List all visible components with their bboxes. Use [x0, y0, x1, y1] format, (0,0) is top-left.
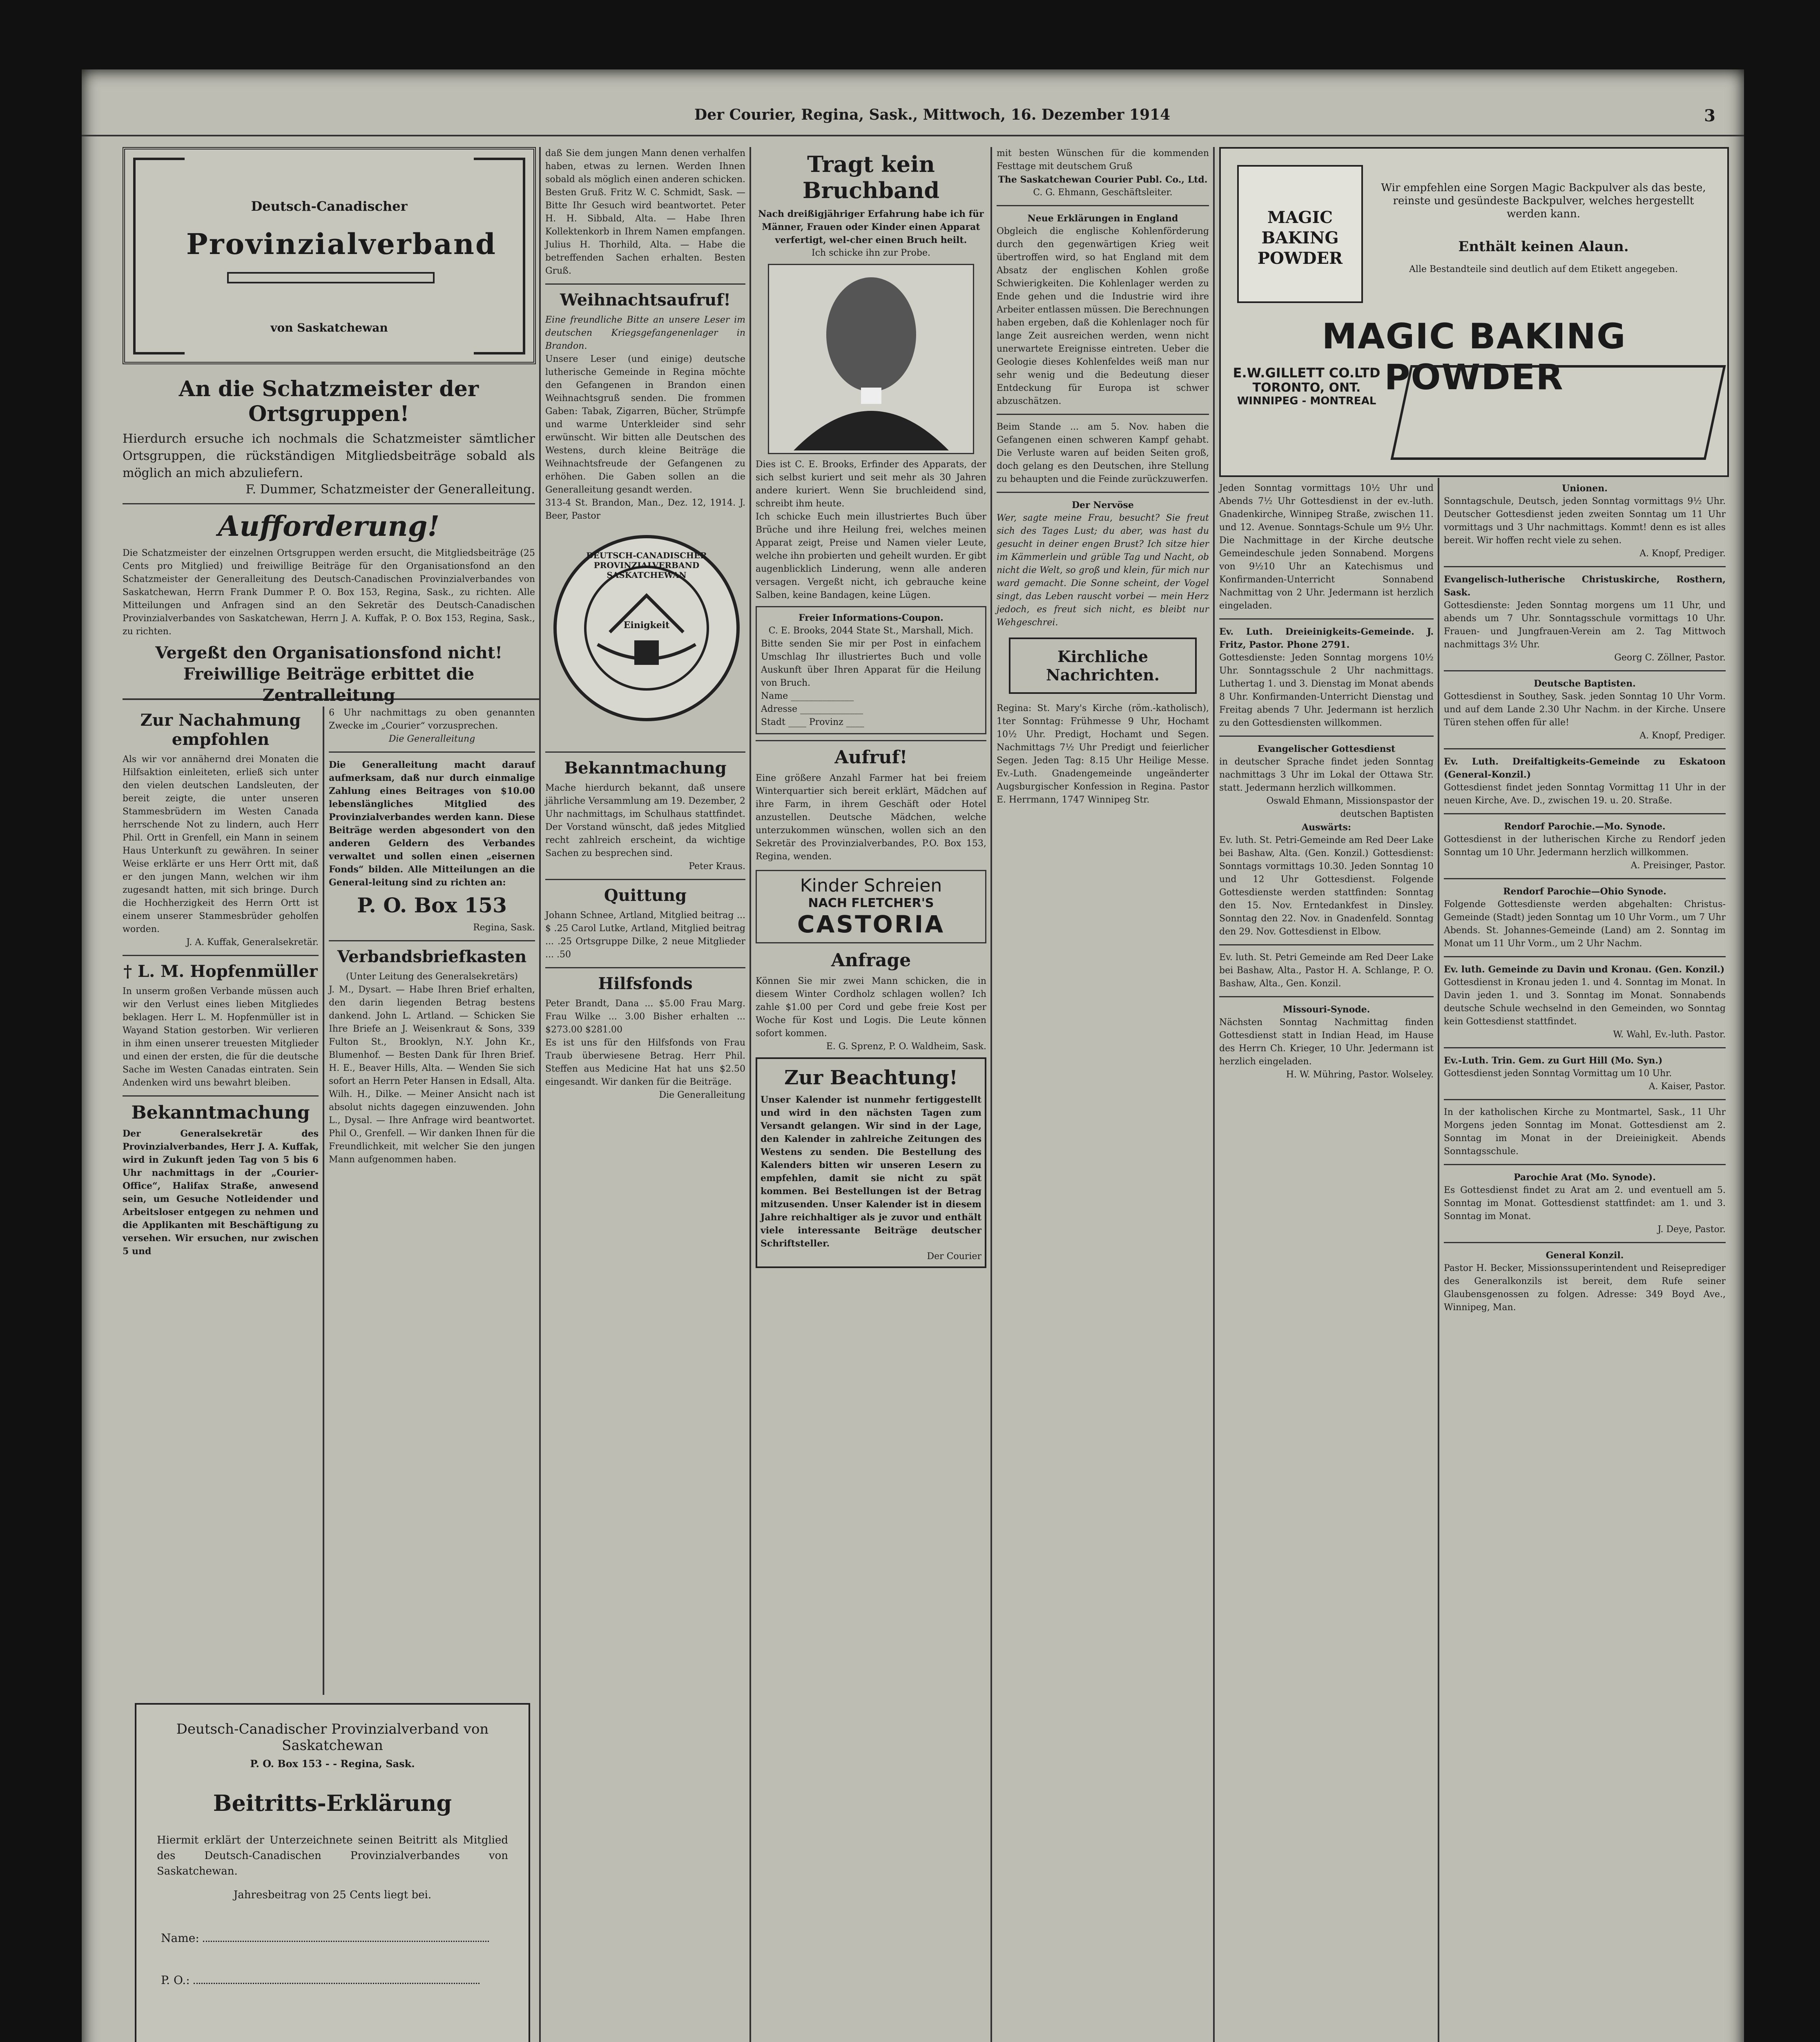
- christus-sign: Georg C. Zöllner, Pastor.: [1614, 653, 1726, 663]
- missouri-sign: H. W. Mühring, Pastor. Wolseley.: [1286, 1070, 1434, 1080]
- coupon-address: C. E. Brooks, 2044 State St., Marshall, Mich.: [768, 626, 974, 636]
- col2-top-text: 6 Uhr nachmittags zu oben genannten Zwecke im „Courier“ vorzusprechen.: [329, 708, 535, 731]
- form-po-field[interactable]: P. O.:: [161, 1973, 504, 1987]
- divider: [1444, 748, 1726, 749]
- po-box: P. O. Box 153: [357, 893, 507, 917]
- anfrage-sign: E. G. Sprenz, P. O. Waldheim, Sask.: [826, 1041, 986, 1052]
- christus-text: Gottesdienste: Jeden Sonntag morgens um 11 Uhr, und abends um 7 Uhr. Sonntagsschule vormittags 10 Uhr. Frauen- und Jungfrauen-Verein am 2. Tag Mittwoch nachmittags 3½ Uhr.: [1444, 600, 1726, 650]
- beitritts-form: [135, 1703, 530, 2042]
- divider: [1444, 1047, 1726, 1048]
- missouri-title: Missouri-Synode.: [1282, 1004, 1370, 1015]
- coupon-field-address[interactable]: Adresse ______________: [761, 704, 863, 714]
- column-rule: [1213, 147, 1215, 2042]
- konzil-text: Pastor H. Becker, Missionssuperintendent und Reiseprediger des Generalkonzils ist bereit, dem Rufe seiner Glaubensgenossen zu folgen. Adresse: 349 Boyd Ave., Winnipeg, Man.: [1444, 1263, 1726, 1313]
- beachtung-box: [756, 1057, 986, 1268]
- castoria-line-3: CASTORIA: [797, 910, 945, 938]
- bekanntmachung2-title: Bekanntmachung: [564, 758, 727, 778]
- briefkasten-sub: (Unter Leitung des Generalsekretärs): [346, 972, 518, 982]
- weihnachtsaufruf-text: Unsere Leser (und einige) deutsche lutherische Gemeinde in Regina möchte den Gefangenen in Brandon einen Weihnachtsgruß senden. Die frommen Gaben: Tabak, Zigarren, Bücher, Strümpfe und warme Unterkleider sind sehr erwünscht. Wir bitten alle Deutschen des Westens, durch kleine Beiträge die Weihnachtsfreude der Gefangenen zu erhöhen. Die Gaben sollen an die Generalleitung gesandt werden.: [545, 354, 745, 495]
- bekanntmachung-text: Der Generalsekretär des Provinzialverbandes, Herr J. A. Kuffak, wird in Zukunft jeden Tag von 5 bis 6 Uhr nachmittags in der „Courier-Office“, Halifax Straße, anwesend sein, um Gesuche Notleidender und Arbeitsloser entgegen zu nehmen und die Applikanten mit Beschäftigung zu versehen. Wir ersuchen, nur zwischen 5 und: [123, 1128, 319, 1257]
- ad-text: Wir empfehlen eine Sorgen Magic Backpulver als das beste, reinste und gesündeste Backpulver, welches hergestellt werden kann.: [1381, 182, 1706, 220]
- form-heading: Beitritts-Erklärung: [213, 1790, 452, 1816]
- baptisten-title: Deutsche Baptisten.: [1534, 678, 1636, 689]
- nachahmung-text: Als wir vor annähernd drei Monaten die Hilfsaktion einleiteten, erließ sich unter den vielen deutschen Landsleuten, der bereit zeigte, die unter unseren Stammesbrüdern im Westen Canada herrschende Not zu lindern, auch Herr Phil. Ortt in Grenfell, ein Mann in seinem Haus Unterkunft zu gewähren. In seiner Weise erklärte er uns Herr Ortt mit, daß er den jungen Mann, welchen wir ihm zugesandt hatten, mit sich bringe. Durch die Hochherzigkeit des Herrn Ortt ist einem unserer Stammesbrüder geholfen worden.: [123, 754, 319, 934]
- gurt-sign: A. Kaiser, Pastor.: [1648, 1081, 1726, 1092]
- divider: [1444, 1242, 1726, 1243]
- divider: [1444, 566, 1726, 567]
- column-3: [545, 147, 745, 2042]
- unionen-text: Sonntagschule, Deutsch, jeden Sonntag vormittags 9½ Uhr. Deutscher Gottesdienst jeden zweiten Sonntag um 11 Uhr vormittags und 3 Uhr nachmittags. Kommt! denn es ist alles bereit. Wir hoffen recht viele zu sehen.: [1444, 496, 1726, 546]
- baking-tray-icon: [1390, 365, 1726, 460]
- divider: [545, 879, 745, 880]
- col5-firm: The Saskatchewan Courier Publ. Co., Ltd.: [998, 174, 1208, 185]
- divider: [545, 751, 745, 753]
- seal-inner-text: Einigkeit: [623, 620, 670, 631]
- masthead: Der Courier, Regina, Sask., Mittwoch, 16. Dezember 1914: [694, 106, 1171, 123]
- coupon-box: [756, 606, 986, 734]
- stande-text: Beim Stande ... am 5. Nov. haben die Gefangenen einen schweren Kampf gehabt. Die Verluste waren auf beiden Seiten groß, doch gelang es den Deutschen, ihre Stellung zu behaupten und die Feinde zurückzuwerfen.: [997, 422, 1209, 484]
- appeal-sign: F. Dummer, Schatzmeister der Generalleitung.: [245, 482, 535, 497]
- bekanntmachung2-sign: Peter Kraus.: [689, 861, 745, 872]
- aufforderung-text: Die Schatzmeister der einzelnen Ortsgruppen werden ersucht, die Mitgliedsbeiträge (25 Cents pro Mitglied) und freiwillige Beiträge für den Organisationsfond an den Schatzmeister der Generalleitung des Deutsch-Canadischen Provinzialverbandes von Saskatchewan, Herrn Frank Dummer P. O. Box 153, Regina, Sask., zu richten. Alle Mitteilungen und Anfragen sind an den Sekretär des Deutsch-Canadischen Provinzialverbandes von Saskatchewan, Herrn J. A. Kuffak, P. O. Box 153, Regina, Sask., zu richten.: [123, 548, 535, 637]
- portrait-image: [768, 264, 974, 454]
- poem-title: Der Nervöse: [1072, 500, 1134, 510]
- seal-outer-text: DEUTSCH-CANADISCHER PROVINZIALVERBAND SASKATCHEWAN: [586, 551, 707, 580]
- page-number: 3: [1704, 106, 1715, 125]
- divider: [997, 205, 1209, 206]
- bruchband-lead: Ich schicke ihn zur Probe.: [812, 248, 930, 258]
- castoria-line-1: Kinder Schreien: [800, 875, 942, 896]
- box-top-line: Deutsch-Canadischer: [251, 198, 408, 214]
- appeal-title: An die Schatzmeister der Ortsgruppen!: [178, 377, 479, 426]
- coupon-text: Bitte senden Sie mir per Post in einfachem Umschlag Ihr illustriertes Buch und volle Auskunft über Ihren Apparat für die Heilung von Bruch.: [761, 639, 981, 688]
- christus-title: Evangelisch-lutherische Christuskirche, Rosthern, Sask.: [1444, 574, 1726, 598]
- bruchband-text: Ich schicke Euch mein illustriertes Buch über Brüche und ihre Heilung frei, welches meinen Apparat zeigt, Preise und Namen vieler Leute, welche ihn probierten und geheilt wurden. Er gibt augenblicklich Linderung, wenn alle anderen versagen. Vergeßt nicht, ich gebrauche keine Salben, keine Bandagen, keine Lügen.: [756, 512, 986, 600]
- briefkasten-title: Verbandsbriefkasten: [337, 947, 527, 966]
- hilfsfonds-body: Es ist uns für den Hilfsfonds von Frau Traub überwiesene Betrag. Herr Phil. Steffen aus Medicine Hat hat uns $2.50 eingesandt. Wir danken für die Beiträge.: [545, 1038, 745, 1087]
- col6-top-text: Jeden Sonntag vormittags 10½ Uhr und Abends 7½ Uhr Gottesdienst in der ev.-luth. Gnadenkirche, Winnipeg Straße, zwischen 11. und 12. Avenue. Sonntags-Schule um 9½ Uhr. Die Nachmittage in der Kirche deutsche Gemeindeschule jeden Sonnabend. Morgens von 9½10 Uhr an Katechismus und Konfirmanden-Unterricht Sonnabend Nachmittag von 2 Uhr. Jedermann ist herzlich eingeladen.: [1219, 483, 1434, 611]
- evang-title: Evangelischer Gottesdienst: [1257, 744, 1396, 754]
- evang-sign: Oswald Ehmann, Missionspastor der deutschen Baptisten: [1266, 796, 1434, 819]
- column-1-left: [123, 707, 319, 1687]
- beachtung-sign: Der Courier: [927, 1251, 981, 1262]
- aufforderung-title: Aufforderung!: [218, 510, 440, 543]
- weihnachtsaufruf-title: Weihnachtsaufruf!: [560, 290, 731, 310]
- generalleitung-notice: Die Generalleitung macht darauf aufmerksam, daß nur durch einmalige Zahlung eines Beitrages von $10.00 lebenslängliches Mitglied des Provinzialverbandes werden kann. Diese Beiträge werden abgesondert von den anderen Geldern des Verbandes verwaltet und sollen einen „eisernen Fonds“ bilden. Alle Mitteilungen an die General-leitung sind zu richten an:: [329, 760, 535, 888]
- briefkasten-text: J. M., Dysart. — Habe Ihren Brief erhalten, den darin liegenden Betrag bestens dankend. John L. Artland. — Schicken Sie Ihre Briefe an J. Weisenkraut & Sons, 339 Fulton St., Brooklyn, N.Y. John Kr., Blumenhof. — Besten Dank für Ihren Brief. H. E., Beaver Hills, Alta. — Wenden Sie sich sofort an Herrn Peter Hansen in Edsall, Alta. Wilh. H., Dilke. — Meiner Ansicht nach ist absolut nichts dagegen einzuwenden. John L., Dysal. — Ihre Anfrage wird beantwortet. Phil O., Grenfell. — Wir danken Ihnen für die Freundlichkeit, mit welcher Sie den jungen Mann aufgenommen haben.: [329, 985, 535, 1165]
- dreifaltigkeit-text: Gottesdienst findet jeden Sonntag Vormittag 11 Uhr in der neuen Kirche, Ave. D., zwischen 19. u. 20. Straße.: [1444, 782, 1726, 806]
- coupon-field-name[interactable]: Name ______________: [761, 691, 854, 701]
- box-divider: [227, 272, 435, 283]
- divider: [1444, 813, 1726, 814]
- gurt-title: Ev.-Luth. Trin. Gem. zu Gurt Hill (Mo. Syn.): [1444, 1055, 1663, 1066]
- column-rule: [539, 147, 541, 2042]
- beachtung-text: Unser Kalender ist nunmehr fertiggestellt und wird in den nächsten Tagen zum Versandt gelangen. Wir sind in der Lage, den Kalender in zahlreiche Zeitungen des Westens zu senden. Die Bestellung des Kalenders bitten wir unseren Lesern zu empfehlen, damit sie nicht zu spät kommen. Bei Bestellungen ist der Betrag mitzusenden. Unser Kalender ist in diesem Jahre reichhaltiger als je zuvor und enthält viele interessante Beiträge deutscher Schriftsteller.: [761, 1095, 981, 1249]
- ad-city-2: WINNIPEG - MONTREAL: [1237, 395, 1376, 407]
- hilfsfonds-sign: Die Generalleitung: [659, 1090, 745, 1100]
- column-rule: [749, 147, 751, 2042]
- bekanntmachung2-text: Mache hierdurch bekannt, daß unsere jährliche Versammlung am 19. Dezember, 2 Uhr nachmittags, im Schulhaus stattfindet. Der Vorstand wünscht, daß jedes Mitglied recht zahlreich erscheint, da wichtige Sachen zu besprechen sind.: [545, 783, 745, 858]
- seal-area: [545, 531, 745, 743]
- divider: [123, 955, 319, 956]
- column-rule: [323, 707, 324, 1695]
- divider: [1219, 618, 1434, 620]
- organisationsfond-line: Vergeßt den Organisationsfond nicht! Freiwillige Beiträge erbittet die Zentralleitung: [155, 643, 502, 705]
- rendorf-text: Gottesdienst in der lutherischen Kirche zu Rendorf jeden Sonntag um 10 Uhr. Jedermann herzlich willkommen.: [1444, 834, 1726, 858]
- baptisten-sign: A. Knopf, Prediger.: [1639, 731, 1726, 741]
- england-title: Neue Erklärungen in England: [1027, 213, 1178, 224]
- bruchband-sub: Nach dreißigjähriger Erfahrung habe ich für Männer, Frauen oder Kinder einen Apparat verfertigt, wel-cher einen Bruch heilt.: [758, 209, 984, 245]
- divider: [1444, 670, 1726, 671]
- unionen-title: Unionen.: [1562, 483, 1608, 494]
- ad-alaun: Enthält keinen Alaun.: [1458, 239, 1629, 255]
- divider: [329, 751, 535, 753]
- ad-text-2: Alle Bestandteile sind deutlich auf dem Etikett angegeben.: [1409, 264, 1678, 274]
- obituary-text: In unserm großen Verbande müssen auch wir den Verlust eines lieben Mitgliedes beklagen. Herr L. M. Hopfenmüller ist in Wayand Station gestorben. Wir verlieren in ihm einen unserer treuesten Mitglieder und einen der ersten, die für die deutsche Sache im Westen Canadas eintraten. Sein Andenken wird uns bewahrt bleiben.: [123, 986, 319, 1088]
- aufruf-title: Aufruf!: [834, 747, 908, 768]
- col5-sign: C. G. Ehmann, Geschäftsleiter.: [1033, 187, 1173, 198]
- auswaerts-text: Ev. luth. St. Petri-Gemeinde am Red Deer Lake bei Bashaw, Alta. (Gen. Konzil.) Gottesdienst: Sonntags vormittags 10.30. Jeden Sonntag 10 und 12 Uhr Gottesdienst. Folgende Gottesdienste werden stattfinden: Sonntag den 15. Nov. Erntedankfest in Dinsley. Sonntag den 22. Nov. in Gnadenfeld. Sonntag den 29. Nov. Gottesdienst in Elbow.: [1219, 835, 1434, 937]
- castoria-line-2: NACH FLETCHER'S: [808, 896, 934, 910]
- dreieinigkeit-text: Gottesdienste: Jeden Sonntag morgens 10½ Uhr. Sonntagsschule 2 Uhr nachmittags. Luthertag 1. und 3. Dienstag im Monat abends 8 Uhr. Konfirmanden-Unterricht Dienstag und Freitag abends 7 Uhr. Jedermann ist herzlich zu den Gottesdiensten willkommen.: [1219, 653, 1434, 728]
- column-5: [997, 147, 1209, 2042]
- divider: [997, 492, 1209, 493]
- obituary-title: † L. M. Hopfenmüller: [123, 962, 318, 981]
- dreifaltigkeit-title: Ev. Luth. Dreifaltigkeits-Gemeinde zu Eskatoon (General-Konzil.): [1444, 756, 1726, 780]
- quittung-text: Johann Schnee, Artland, Mitglied beitrag ... $ .25 Carol Lutke, Artland, Mitglied beitrag ... .25 Ortsgruppe Dilke, 2 neue Mitglieder ... .50: [545, 910, 745, 960]
- davin-sign: W. Wahl, Ev.-luth. Pastor.: [1613, 1030, 1726, 1040]
- coupon-field-city[interactable]: Stadt ____ Provinz ____: [761, 717, 864, 727]
- col3-top-text: daß Sie dem jungen Mann denen verhalfen haben, etwas zu lernen. Werden Ihnen sobald als möglich einen anderen schicken. Besten Gruß. Fritz W. C. Schmidt, Sask. — Bitte Ihr Gesuch wird beantwortet. Peter H. H. Sibbald, Alta. — Habe Ihren Kollektenkorb in Ihrem Namen empfangen. Julius H. Thorhild, Alta. — Habe die betreffenden Sachen erhalten. Besten Gruß.: [545, 148, 745, 276]
- davin-title: Ev. luth. Gemeinde zu Davin und Kronau. (Gen. Konzil.): [1444, 964, 1725, 975]
- baptisten-text: Gottesdienst in Southey, Sask. jeden Sonntag 10 Uhr Vorm. und auf dem Lande 2.30 Uhr Nachm. in der Kirche. Unsere Türen stehen offen für alle!: [1444, 691, 1726, 728]
- provinzialverband-box: [123, 147, 536, 364]
- divider: [1444, 1164, 1726, 1165]
- column-7: [1444, 482, 1726, 2042]
- form-name-field[interactable]: Name:: [161, 1931, 504, 1945]
- ohio-text: Folgende Gottesdienste werden abgehalten: Christus-Gemeinde (Stadt) jeden Sonntag um 10 Uhr Vorm., um 7 Uhr Abends. St. Johannes-Gemeinde (Land) am 2. Sonntag im Monat um 11 Uhr Vorm., um 2 Uhr Nachm.: [1444, 899, 1726, 949]
- nachahmung-title: Zur Nachahmung empfohlen: [140, 711, 301, 749]
- unionen-sign: A. Knopf, Prediger.: [1639, 548, 1726, 559]
- verband-seal-icon: [553, 535, 740, 721]
- quittung-title: Quittung: [604, 886, 687, 905]
- weihnachtsaufruf-sign: 313-4 St. Brandon, Man., Dez. 12, 1914. J. Beer, Pastor: [545, 498, 745, 521]
- column-1-top: [123, 147, 535, 705]
- kath-text: In der katholischen Kirche zu Montmartel, Sask., 11 Uhr Morgens jeden Sonntag im Monat. Gottesdienst am 2. Sonntag im Monat in der Dreieinigkeit. Abends Sonntagsschule.: [1444, 1107, 1726, 1157]
- ad-city-1: TORONTO, ONT.: [1252, 381, 1361, 395]
- magic-baking-powder-ad: [1219, 147, 1729, 477]
- anfrage-title: Anfrage: [831, 950, 911, 971]
- po-box-city: Regina, Sask.: [473, 923, 535, 933]
- schlange-text: Ev. luth. St. Petri Gemeinde am Red Deer Lake bei Bashaw, Alta., Pastor H. A. Schlange, P. O. Bashaw, Alta., Gen. Konzil.: [1219, 952, 1434, 989]
- rendorf-title: Rendorf Parochie.—Mo. Synode.: [1504, 821, 1666, 832]
- divider: [545, 967, 745, 968]
- england-text: Obgleich die englische Kohlenförderung durch den gegenwärtigen Krieg weit übertroffen wird, so hat England mit dem Absatz der englischen Kohlen große Schwierigkeiten. Die Kohlenlager werden zu Ende gehen und die Industrie wird ihre Arbeiter entlassen müssen. Die Berechnungen haben ergeben, daß die Kohlenlager noch für lange Zeit ausreichen werden, wenn nicht unerwartete Ereignisse eintreten. Ueber die Geologie dieses Kohlenfeldes weiß man nur sehr wenig und die Bedeutung dieser Entdeckung für Europa ist schwer abzuschätzen.: [997, 226, 1209, 406]
- divider: [1219, 736, 1434, 737]
- ad-brand: MAGIC BAKING POWDER: [1322, 316, 1626, 398]
- divider: [997, 414, 1209, 415]
- arat-title: Parochie Arat (Mo. Synode).: [1514, 1172, 1656, 1183]
- nachahmung-sign: J. A. Kuffak, Generalsekretär.: [186, 937, 319, 947]
- column-rule: [1438, 478, 1439, 2042]
- portrait-caption: Dies ist C. E. Brooks, Erfinder des Apparats, der sich selbst kuriert und seit mehr als 30 Jahren andere kuriert. Wenn Sie bruchleidend sind, schreibt ihm heute.: [756, 459, 986, 509]
- kirchliche-title: Kirchliche Nachrichten.: [1046, 647, 1160, 684]
- auswaerts-title: Auswärts:: [1302, 822, 1351, 833]
- kirchliche-box: [1009, 638, 1197, 694]
- col5-top-text: mit besten Wünschen für die kommenden Festtage mit deutschem Gruß: [997, 148, 1209, 172]
- form-title-1: Deutsch-Canadischer Provinzialverband von: [176, 1721, 489, 1737]
- kirchliche-text: Regina: St. Mary's Kirche (röm.-katholisch), 1ter Sonntag: Frühmesse 9 Uhr, Hochamt 10½ Uhr. Predigt, Hochamt und Segen. Nachmittags 7½ Uhr Predigt und feierlicher Segen. Jeden Tag: 8.15 Uhr Heilige Messe. Ev.-Luth. Gnadengemeinde ungeänderter Augsburgischer Konfession in Regina. Pastor E. Herrmann, 1747 Winnipeg Str.: [997, 703, 1209, 805]
- form-title-2: Saskatchewan: [282, 1737, 383, 1754]
- aufruf-text: Eine größere Anzahl Farmer hat bei freiem Winterquartier sich bereit erklärt, Mädchen auf ihre Farm, in ihrem Geschäft oder Hotel anzustellen. Deutsche Mädchen, welche unterzukommen wünschen, wollen sich an den Sekretär des Provinzialverbandes, P.O. Box 153, Regina, wenden.: [756, 773, 986, 862]
- page-header: [82, 102, 1744, 136]
- rendorf-sign: A. Preisinger, Pastor.: [1630, 860, 1726, 871]
- column-6: [1219, 482, 1434, 2042]
- portrait-icon: [769, 265, 973, 450]
- divider: [123, 1095, 319, 1097]
- hilfsfonds-title: Hilfsfonds: [598, 974, 693, 993]
- appeal-text: Hierdurch ersuche ich nochmals die Schatzmeister sämtlicher Ortsgruppen, die rückständigen Mitgliedsbeiträge sobald als möglich an mich abzuliefern.: [123, 432, 535, 480]
- evang-text: in deutscher Sprache findet jeden Sonntag nachmittags 3 Uhr im Lokal der Ottawa Str. statt. Jedermann herzlich willkommen.: [1219, 757, 1434, 793]
- column-rule: [990, 147, 992, 2042]
- divider: [545, 283, 745, 285]
- newspaper-page: [82, 69, 1744, 2042]
- konzil-title: General Konzil.: [1546, 1250, 1624, 1261]
- beachtung-title: Zur Beachtung!: [784, 1066, 958, 1089]
- column-4: [756, 147, 986, 2042]
- missouri-text: Nächsten Sonntag Nachmittag finden Gottesdienst statt in Indian Head, im Hause des Herrn Ch. Krieger, 10 Uhr. Jedermann ist herzlich eingeladen.: [1219, 1017, 1434, 1067]
- ad-company: E.W.GILLETT CO.LTD: [1233, 365, 1381, 381]
- dreieinigkeit-title: Ev. Luth. Dreieinigkeits-Gemeinde. J. Fritz, Pastor. Phone 2791.: [1219, 626, 1434, 650]
- bruchband-title: Tragt kein Bruchband: [802, 151, 940, 203]
- box-bottom-line: von Saskatchewan: [270, 321, 388, 334]
- divider: [329, 940, 535, 941]
- davin-text: Gottesdienst in Kronau jeden 1. und 4. Sonntag im Monat. In Davin jeden 1. und 3. Sonntag im Monat. Sonnabends deutsche Schule wechselnd in den Gemeinden, wo Sonntag kein Gottesdienst stattfindet.: [1444, 977, 1726, 1027]
- castoria-ad: [756, 870, 986, 943]
- divider: [1444, 1099, 1726, 1100]
- divider: [1444, 956, 1726, 957]
- hilfsfonds-list: Peter Brandt, Dana ... $5.00 Frau Marg. Frau Wilke ... 3.00 Bisher erhalten ... $273.00 $281.00: [545, 999, 745, 1035]
- bekanntmachung-title: Bekanntmachung: [131, 1102, 310, 1123]
- baking-tin-icon: [1237, 165, 1363, 303]
- ad-company-block: [1229, 365, 1384, 407]
- divider: [756, 740, 986, 741]
- ohio-title: Rendorf Parochie—Ohio Synode.: [1503, 886, 1666, 897]
- form-address: P. O. Box 153 - - Regina, Sask.: [250, 1758, 415, 1770]
- divider: [1219, 996, 1434, 997]
- weihnachtsaufruf-intro: Eine freundliche Bitte an unsere Leser im deutschen Kriegsgefangenenlager in Brandon.: [545, 315, 745, 351]
- col2-top-sign: Die Generalleitung: [388, 734, 475, 744]
- tin-label: MAGIC BAKING POWDER: [1257, 208, 1343, 268]
- coupon-title: Freier Informations-Coupon.: [798, 613, 943, 623]
- arat-sign: J. Deye, Pastor.: [1657, 1224, 1726, 1235]
- divider: [1444, 878, 1726, 879]
- divider: [123, 503, 535, 504]
- ornament-left-icon: [133, 158, 185, 354]
- box-title: Provinzialverband: [186, 227, 497, 261]
- arat-text: Es Gottesdienst findet zu Arat am 2. und eventuell am 5. Sonntag im Monat. Gottesdienst stattfindet: am 1. und 3. Sonntag im Monat.: [1444, 1185, 1726, 1222]
- divider: [1219, 944, 1434, 945]
- gurt-text: Gottesdienst jeden Sonntag Vormittag um 10 Uhr.: [1444, 1068, 1672, 1079]
- form-text: Hiermit erklärt der Unterzeichnete seinen Beitritt als Mitglied des Deutsch-Canadischen Provinzialverbandes von Saskatchewan.: [157, 1834, 508, 1877]
- column-2: [329, 707, 535, 1687]
- form-fee: Jahresbeitrag von 25 Cents liegt bei.: [233, 1889, 432, 1901]
- poem-text: Wer, sagte meine Frau, besucht? Sie freut sich des Tages Lust; du aber, was hast du gesucht in deiner engen Brust? Ich sitze hier im Kämmerlein und grüble Tag und Nacht, ob nicht die Welt, so groß und klein, für mich nur ward gemacht. Die Sonne scheint, der Vogel singt, das Leben rauscht vorbei — mein Herz jedoch, es freut sich nicht, es bleibt nur Wehgeschrei.: [997, 513, 1209, 628]
- anfrage-text: Können Sie mir zwei Mann schicken, die in diesem Winter Cordholz schlagen wollen? Ich zahle $1.00 per Cord und gebe freie Kost per Woche für Kost und Logis. Die Leute können sofort kommen.: [756, 976, 986, 1039]
